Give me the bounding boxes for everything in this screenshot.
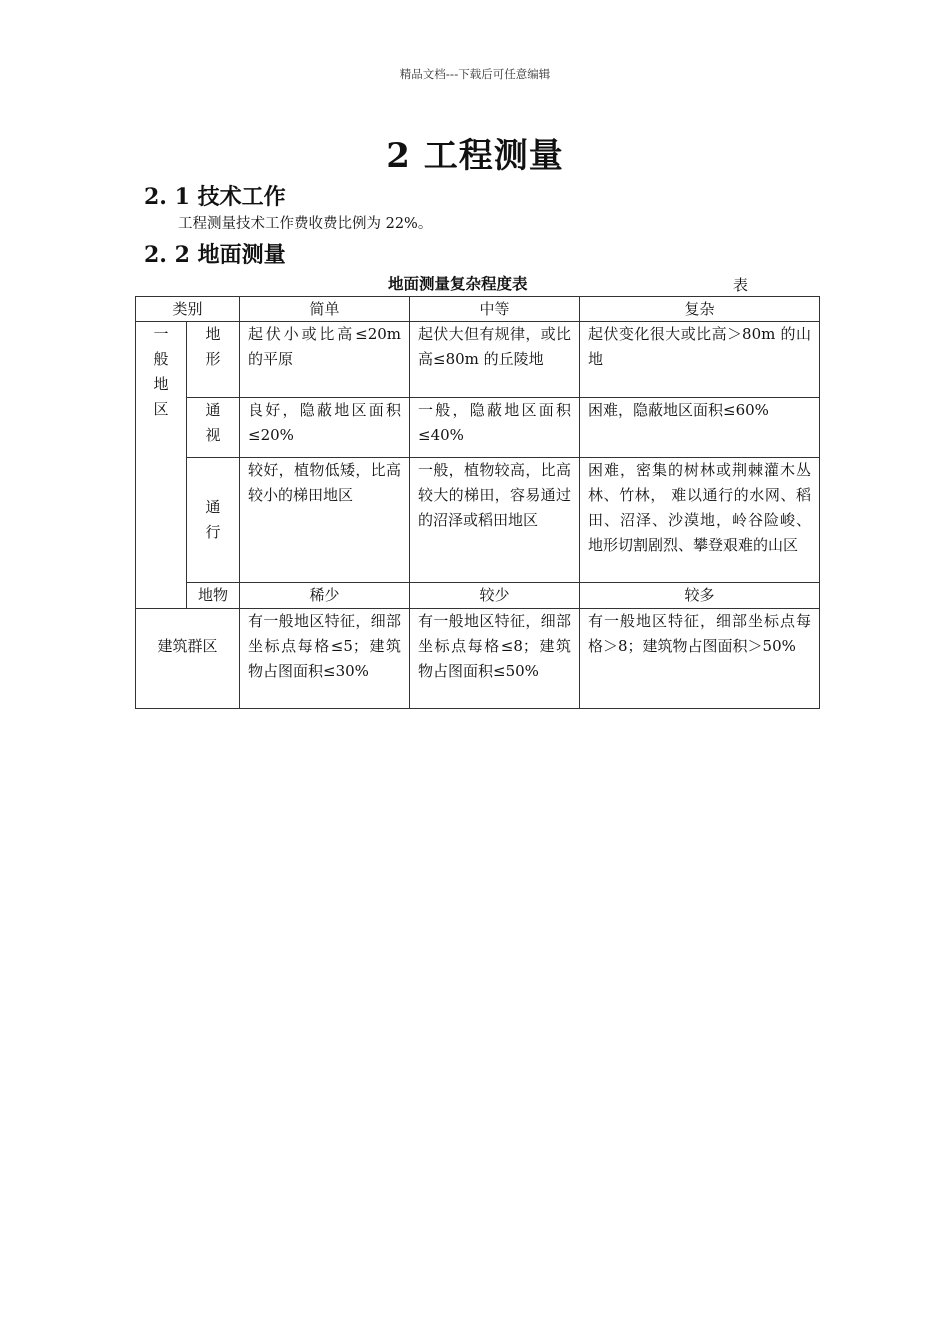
general-area-cell (136, 322, 187, 609)
page-header-note: 精品文档---下载后可任意编辑 (399, 67, 551, 81)
row-sub-label (187, 398, 240, 458)
table-row (136, 458, 820, 583)
cell-complex: 困难，密集的树林或荆棘灌木丛林、竹林， 难以通行的水网、稻田、沼泽、沙漠地，岭谷险峻、地形切割剧烈、攀登艰难的山区 (580, 458, 820, 583)
cell-medium: 较少 (410, 583, 580, 609)
section-title-ground-survey: 2. 2 地面测量 (144, 242, 286, 268)
row-sub-label (187, 458, 240, 583)
cell-medium: 一般，隐蔽地区面积≤40% (410, 398, 580, 458)
header-category: 类别 (136, 297, 240, 322)
header-simple: 简单 (240, 297, 410, 322)
table-caption-suffix: 表 (733, 276, 749, 294)
technical-work-paragraph: 工程测量技术工作费收费比例为 22%。 (178, 216, 433, 232)
row-sub-label: 地物 (187, 583, 240, 609)
table-header-row (136, 297, 820, 322)
row-sub-text: 通行 (205, 498, 221, 541)
cell-simple: 稀少 (240, 583, 410, 609)
header-medium: 中等 (410, 297, 580, 322)
complexity-table (135, 296, 820, 709)
header-complex: 复杂 (580, 297, 820, 322)
cell-medium: 一般，植物较高，比高较大的梯田，容易通过的沼泽或稻田地区 (410, 458, 580, 583)
cell-complex: 起伏变化很大或比高＞80m 的山地 (580, 322, 820, 398)
table-row (136, 322, 820, 398)
cell-complex: 困难，隐蔽地区面积≤60% (580, 398, 820, 458)
cell-medium: 起伏大但有规律，或比高≤80m 的丘陵地 (410, 322, 580, 398)
table-row (136, 398, 820, 458)
row-sub-label (187, 322, 240, 398)
row-sub-text: 地形 (205, 325, 221, 368)
chapter-title: 2 工程测量 (386, 136, 564, 176)
cell-complex: 较多 (580, 583, 820, 609)
row-sub-text: 通视 (205, 401, 221, 444)
cell-simple: 良好，隐蔽地区面积≤20% (240, 398, 410, 458)
cell-complex: 有一般地区特征，细部坐标点每格＞8；建筑物占图面积＞50% (580, 609, 820, 709)
cell-simple: 较好，植物低矮，比高较小的梯田地区 (240, 458, 410, 583)
general-area-label: 一般地区 (153, 325, 169, 418)
table-caption: 地面测量复杂程度表 (388, 274, 528, 293)
cell-simple: 有一般地区特征，细部坐标点每格≤5；建筑物占图面积≤30% (240, 609, 410, 709)
table-row (136, 583, 820, 609)
building-area-label: 建筑群区 (136, 609, 240, 709)
section-title-technical-work: 2. 1 技术工作 (144, 184, 286, 210)
table-row (136, 609, 820, 709)
cell-simple: 起伏小或比高≤20m 的平原 (240, 322, 410, 398)
cell-medium: 有一般地区特征，细部坐标点每格≤8；建筑物占图面积≤50% (410, 609, 580, 709)
